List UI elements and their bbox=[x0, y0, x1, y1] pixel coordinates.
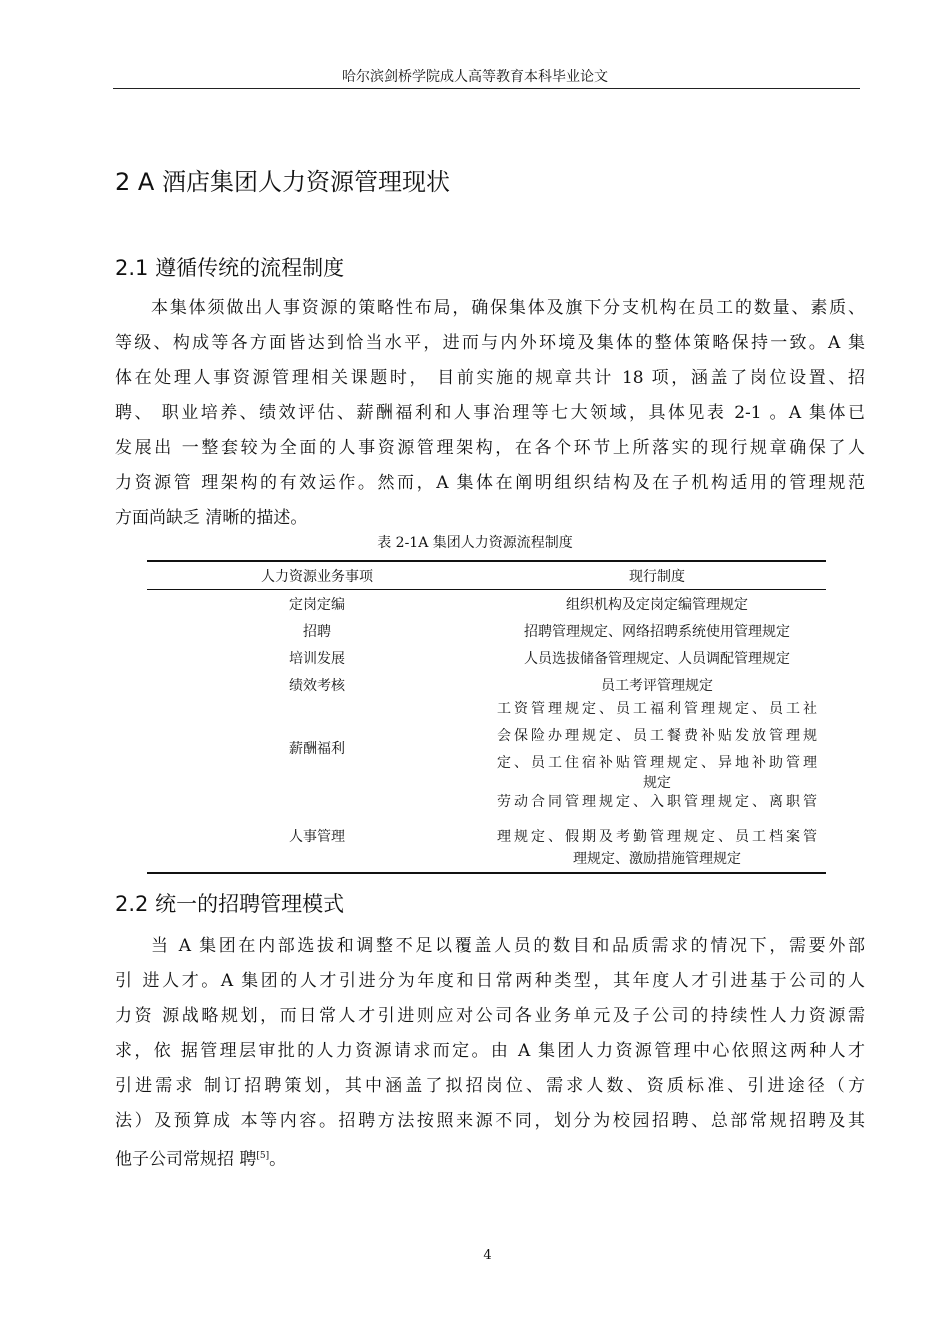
table-cell-policy bbox=[497, 594, 817, 614]
table-cell-policy bbox=[497, 648, 817, 668]
section-title-2-2: 2.2 统一的招聘管理模式 bbox=[115, 892, 345, 916]
table-header-item: 人力资源业务事项 bbox=[261, 569, 373, 585]
policy-line: 理规定、激励措施管理规定 bbox=[573, 851, 741, 867]
chapter-title: 2 A 酒店集团人力资源管理现状 bbox=[115, 168, 450, 196]
text-line: 引 进人才。A 集团的人才引进分为年度和日常两种类型，其年度人才引进基于公司的人 bbox=[115, 971, 865, 991]
policy-line: 规定 bbox=[643, 775, 671, 791]
table-cell-item: 薪酬福利 bbox=[289, 741, 345, 757]
text-line: 求，依 据管理层审批的人力资源请求而定。由 A 集团人力资源管理中心依照这两种人才 bbox=[115, 1041, 865, 1061]
table-caption: 表 2-1A 集团人力资源流程制度 bbox=[377, 535, 573, 551]
table-cell-item: 招聘 bbox=[303, 624, 331, 640]
text-line: 本集体须做出人事资源的策略性布局，确保集体及旗下分支机构在员工的数量、素质、 bbox=[151, 298, 865, 318]
page-number: 4 bbox=[483, 1248, 492, 1263]
citation: [5] bbox=[256, 1151, 270, 1161]
policy-line: 理规定、假期及考勤管理规定、员工档案管 bbox=[497, 829, 817, 845]
text-line: 力资源管 理架构的有效运作。然而，A 集体在阐明组织结构及在子机构适用的管理规范 bbox=[115, 473, 865, 493]
table-cell-policy bbox=[497, 791, 817, 868]
text-line: 当 A 集团在内部选拔和调整不足以覆盖人员的数目和品质需求的情况下，需要外部 bbox=[151, 936, 865, 956]
table-header-policy: 现行制度 bbox=[629, 569, 685, 585]
table-cell-item: 培训发展 bbox=[289, 651, 345, 667]
text-line: 方面尚缺乏 清晰的描述。 bbox=[115, 508, 308, 528]
section-title-2-1: 2.1 遵循传统的流程制度 bbox=[115, 256, 345, 280]
table-cell-policy bbox=[497, 698, 817, 792]
text-span: 他子公司常规招 聘 bbox=[115, 1149, 257, 1170]
text-span: 。 bbox=[269, 1149, 287, 1170]
policy-line: 员工考评管理规定 bbox=[601, 678, 713, 694]
table-cell-policy bbox=[497, 621, 817, 641]
policy-line: 组织机构及定岗定编管理规定 bbox=[566, 597, 748, 613]
text-line bbox=[115, 1145, 865, 1171]
table-header-rule bbox=[147, 589, 826, 590]
text-line: 法）及预算成 本等内容。招聘方法按照来源不同，划分为校园招聘、总部常规招聘及其 bbox=[115, 1111, 865, 1131]
text-line: 发展出 一整套较为全面的人事资源管理架构，在各个环节上所落实的现行规章确保了人 bbox=[115, 438, 865, 458]
table-cell-item: 绩效考核 bbox=[289, 678, 345, 694]
policy-line: 会保险办理规定、员工餐费补贴发放管理规 bbox=[497, 728, 817, 744]
table-cell-policy bbox=[497, 675, 817, 695]
text-line: 力资 源战略规划，而日常人才引进则应对公司各业务单元及子公司的持续性人力资源需 bbox=[115, 1006, 865, 1026]
policy-line: 定、员工住宿补贴管理规定、异地补助管理 bbox=[497, 755, 817, 771]
table-bottom-rule bbox=[147, 872, 826, 874]
running-header: 哈尔滨剑桥学院成人高等教育本科毕业论文 bbox=[342, 69, 608, 85]
table-cell-item: 定岗定编 bbox=[289, 597, 345, 613]
text-line: 体在处理人事资源管理相关课题时， 目前实施的规章共计 18 项，涵盖了岗位设置、招 bbox=[115, 368, 865, 388]
text-line: 聘、 职业培养、绩效评估、薪酬福利和人事治理等七大领域，具体见表 2-1 。A 集体已 bbox=[115, 403, 865, 423]
policy-line: 招聘管理规定、网络招聘系统使用管理规定 bbox=[524, 624, 790, 640]
text-line: 引进需求 制订招聘策划，其中涵盖了拟招岗位、需求人数、资质标准、引进途径（方 bbox=[115, 1076, 865, 1096]
text-line: 等级、构成等各方面皆达到恰当水平，进而与内外环境及集体的整体策略保持一致。A 集 bbox=[115, 333, 865, 353]
policy-line: 人员选拔储备管理规定、人员调配管理规定 bbox=[524, 651, 790, 667]
policy-line: 劳动合同管理规定、入职管理规定、离职管 bbox=[497, 794, 817, 810]
policy-line: 工资管理规定、员工福利管理规定、员工社 bbox=[497, 701, 817, 717]
table-cell-item: 人事管理 bbox=[289, 829, 345, 845]
table-top-rule bbox=[147, 560, 826, 562]
header-rule bbox=[113, 88, 860, 89]
